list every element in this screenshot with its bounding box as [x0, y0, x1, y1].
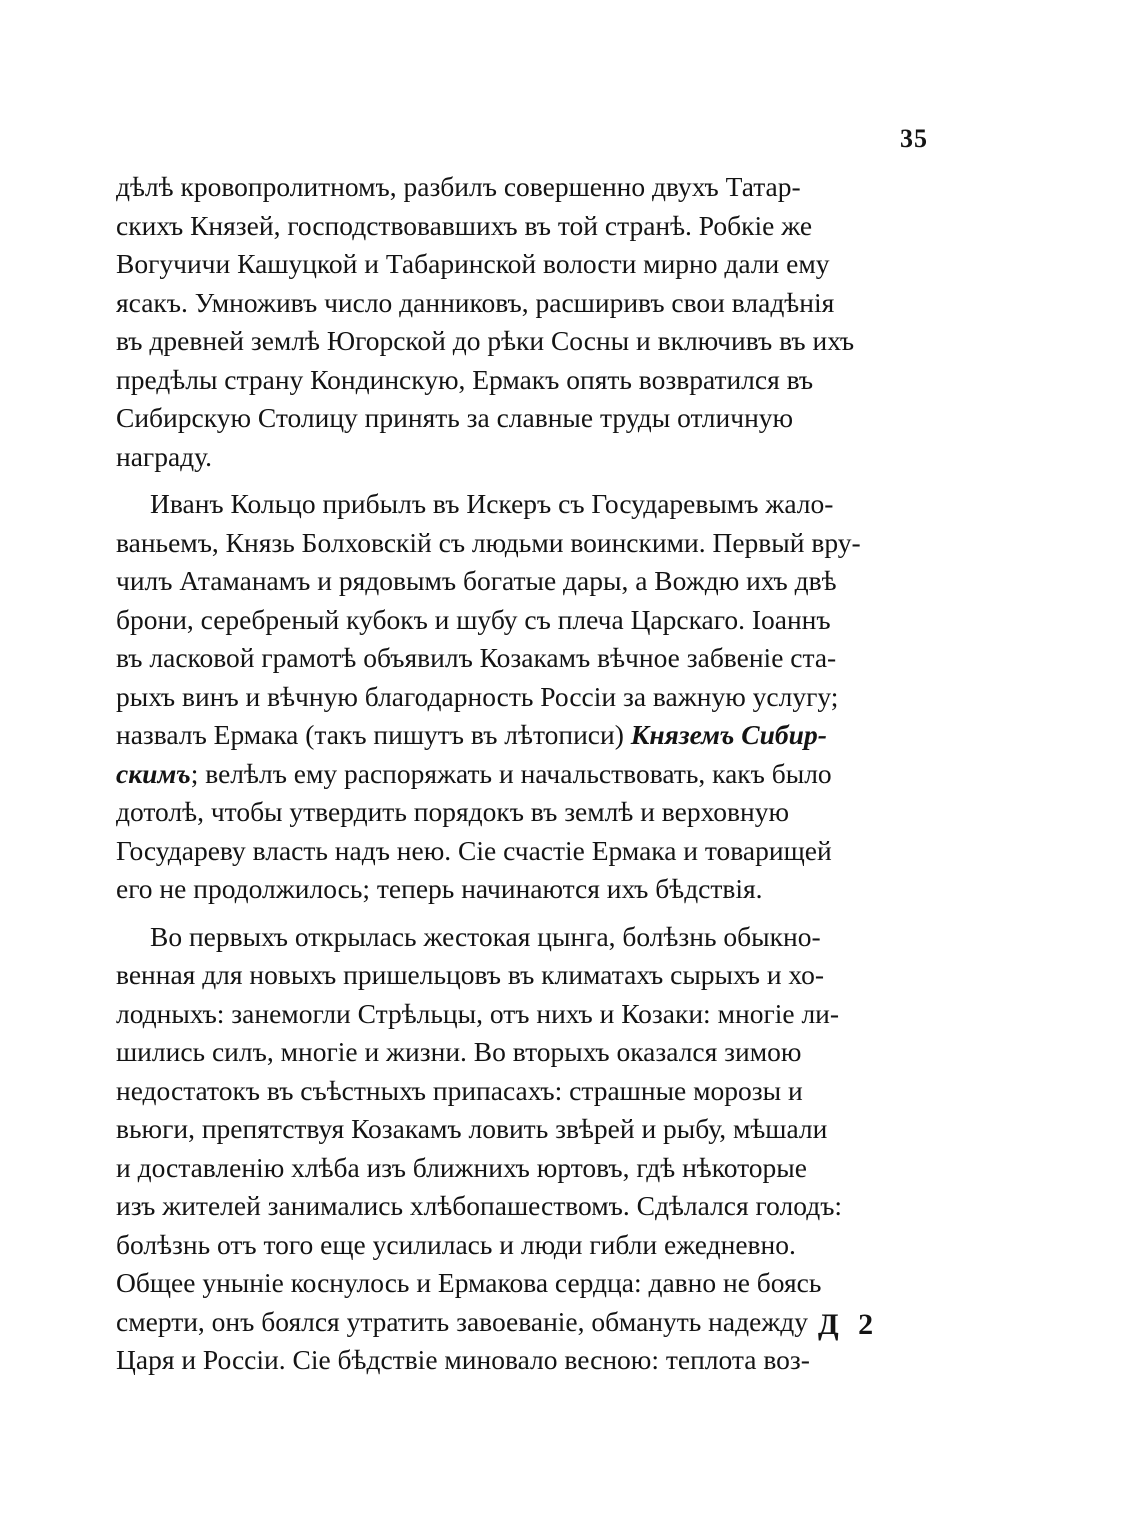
text-line: шились силъ, многіе и жизни. Во вторыхъ оказался зимою [116, 1036, 802, 1067]
italic-title-end: скимъ [116, 757, 191, 789]
paragraph-1 [116, 168, 936, 476]
text-line: недостатокъ въ съѣстныхъ припасахъ: страшные морозы и [116, 1074, 803, 1106]
text-line: въ древней землѣ Югорской до рѣки Сосны и включивъ въ ихъ [116, 325, 855, 356]
text-line [116, 755, 936, 794]
text-line: чилъ Атаманамъ и рядовымъ богатые дары, а Вождю ихъ двѣ [116, 565, 837, 596]
italic-title: Княземъ Сибир- [630, 719, 827, 750]
text-line-continuation: ; велѣлъ ему распоряжать и начальствовать, какъ было [190, 757, 832, 789]
body-text [116, 168, 936, 1389]
text-line: брони, серебреный кубокъ и шубу съ плеча Царскаго. Іоаннъ [116, 603, 831, 635]
text-line: его не продолжилось; теперь начинаются ихъ бѣдствія. [116, 873, 763, 904]
text-line: Во первыхъ открылась жестокая цынга, болѣзнь обыкно- [150, 920, 821, 952]
text-line: и доставленію хлѣба изъ ближнихъ юртовъ, гдѣ нѣкоторые [116, 1151, 807, 1183]
text-line: болѣзнь отъ того еще усилилась и люди гибли ежедневно. [116, 1228, 796, 1260]
page-number: 35 [900, 124, 928, 153]
text-line: Иванъ Кольцо прибылъ въ Искеръ съ Государевымъ жало- [150, 488, 834, 519]
text-line: ясакъ. Умноживъ число данниковъ, расширивъ свои владѣнія [116, 286, 835, 318]
text-line: рыхъ винъ и вѣчную благодарность Россіи за важную услугу; [116, 680, 839, 712]
text-line: вьюги, препятствуя Козакамъ ловить звѣрей и рыбу, мѣшали [116, 1113, 828, 1144]
text-line: дѣлѣ кровопролитномъ, разбилъ совершенно двухъ Татар- [116, 171, 801, 202]
signature-mark: Д 2 [818, 1308, 880, 1341]
text-line-start: назвалъ Ермака (такъ пишутъ въ лѣтописи) [116, 719, 624, 750]
text-line: предѣлы страну Кондинскую, Ермакъ опять возвратился въ [116, 363, 814, 395]
text-line: дотолѣ, чтобы утвердить порядокъ въ землѣ и верховную [116, 796, 790, 827]
text-line: Царя и Россіи. Сіе бѣдствіе миновало весною: теплота воз- [116, 1344, 810, 1375]
text-line: Сибирскую Столицу принять за славные труды отличную [116, 402, 794, 433]
text-line: въ ласковой грамотѣ объявилъ Козакамъ вѣчное забвеніе ста- [116, 642, 837, 673]
text-line: Государеву власть надъ нею. Сіе счастіе Ермака и товарищей [116, 834, 832, 866]
text-line: Общее уныніе коснулось и Ермакова сердца: давно не боясь [116, 1267, 822, 1298]
text-line: награду. [116, 440, 213, 472]
text-line: смерти, онъ боялся утратить завоеваніе, обмануть надежду [116, 1305, 809, 1337]
paragraph-3 [116, 918, 936, 1380]
paragraph-2 [116, 485, 936, 909]
text-line [116, 716, 936, 755]
text-line: изъ жителей занимались хлѣбопашествомъ. Сдѣлался голодъ: [116, 1190, 843, 1221]
text-line: ваньемъ, Князь Болховскій съ людьми воинскими. Первый вру- [116, 526, 861, 558]
text-line: лодныхъ: занемогли Стрѣльцы, отъ нихъ и Козаки: многіе ли- [116, 997, 840, 1029]
text-line: Вогучичи Кашуцкой и Табаринской волости мирно дали ему [116, 248, 830, 279]
text-line: венная для новыхъ пришельцовъ въ климатахъ сырыхъ и хо- [116, 959, 825, 990]
text-line: скихъ Князей, господствовавшихъ въ той странѣ. Робкіе же [116, 209, 813, 241]
